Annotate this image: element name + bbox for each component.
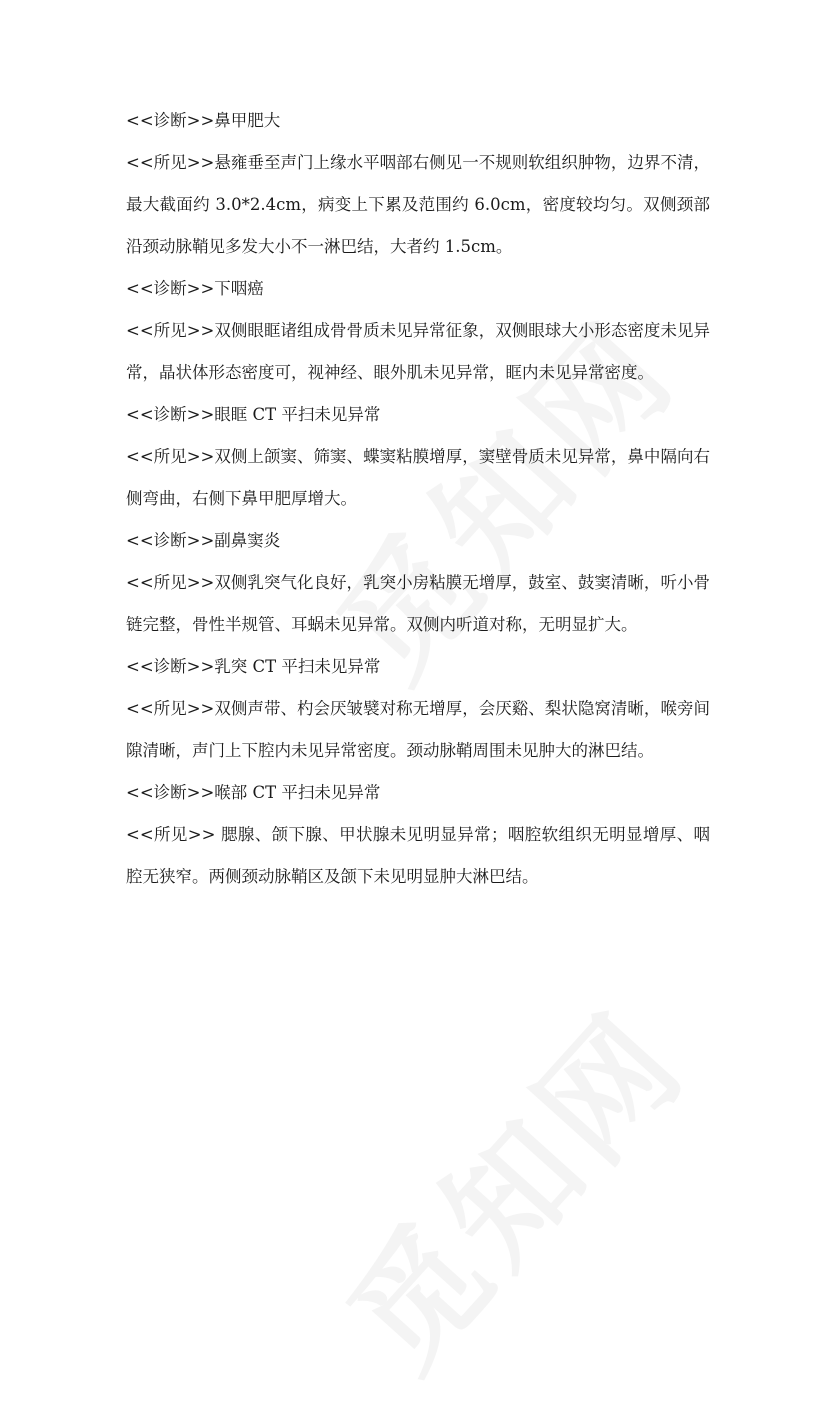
diagnosis-line: <<诊断>>鼻甲肥大 — [126, 111, 281, 130]
diagnosis-line: <<诊断>>下咽癌 — [126, 279, 264, 298]
diagnosis-line: <<诊断>>喉部 CT 平扫未见异常 — [126, 783, 381, 802]
findings-paragraph: <<所见>>双侧声带、杓会厌皱襞对称无增厚，会厌谿、梨状隐窝清晰，喉旁间隙清晰，声门上下腔内未见异常密度。颈动脉鞘周围未见肿大的淋巴结。 — [126, 699, 710, 760]
diagnosis-line: <<诊断>>眼眶 CT 平扫未见异常 — [126, 405, 381, 424]
watermark — [300, 965, 720, 1402]
diagnosis-line: <<诊断>>乳突 CT 平扫未见异常 — [126, 657, 381, 676]
findings-paragraph: <<所见>>双侧上颌窦、筛窦、蝶窦粘膜增厚，窦壁骨质未见异常，鼻中隔向右侧弯曲，右侧下鼻甲肥厚增大。 — [126, 447, 710, 508]
findings-paragraph: <<所见>>双侧乳突气化良好，乳突小房粘膜无增厚，鼓室、鼓窦清晰，听小骨链完整，骨性半规管、耳蜗未见异常。双侧内听道对称，无明显扩大。 — [126, 573, 710, 634]
findings-paragraph: <<所见>>双侧眼眶诸组成骨骨质未见异常征象，双侧眼球大小形态密度未见异常，晶状体形态密度可，视神经、眼外肌未见异常，眶内未见异常密度。 — [126, 321, 710, 382]
diagnosis-line: <<诊断>>副鼻窦炎 — [126, 531, 281, 550]
findings-paragraph: <<所见>> 腮腺、颌下腺、甲状腺未见明显异常；咽腔软组织无明显增厚、咽腔无狭窄。两侧颈动脉鞘区及颌下未见明显肿大淋巴结。 — [126, 825, 710, 886]
report-body — [126, 100, 710, 898]
findings-paragraph: <<所见>>悬雍垂至声门上缘水平咽部右侧见一不规则软组织肿物，边界不清，最大截面约 3.0*2.4cm，病变上下累及范围约 6.0cm，密度较均匀。双侧颈部沿颈动脉鞘见多发大小不一淋巴结，大者约 1.5cm。 — [126, 153, 710, 256]
